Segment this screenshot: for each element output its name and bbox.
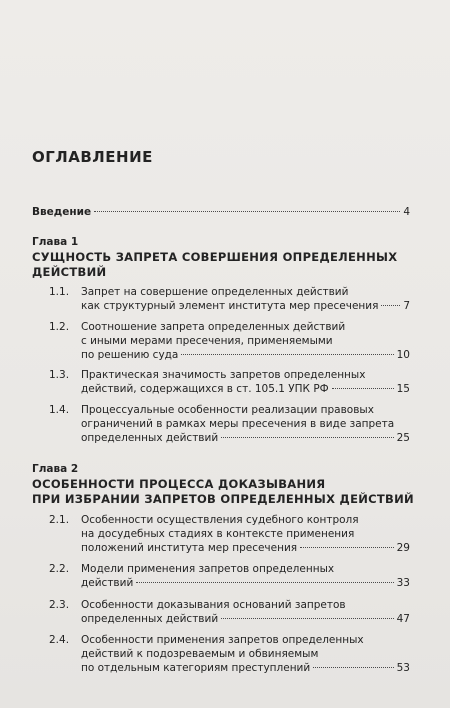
chapter-1-title-line: СУЩНОСТЬ ЗАПРЕТА СОВЕРШЕНИЯ ОПРЕДЕЛЕННЫХ — [32, 250, 398, 264]
section-number: 1.3. — [49, 369, 70, 381]
chapter-1-title-line: ДЕЙСТВИЙ — [32, 265, 107, 279]
section-1-3-line[interactable]: Практическая значимость запретов определенных — [81, 369, 366, 381]
chapter-2-title-line: ОСОБЕННОСТИ ПРОЦЕССА ДОКАЗЫВАНИЯ — [32, 477, 326, 491]
section-number: 2.1. — [49, 514, 70, 526]
section-1-1-line[interactable]: Запрет на совершение определенных действий — [81, 286, 349, 298]
leader-dots — [181, 354, 393, 355]
section-2-3-last-line[interactable]: определенных действий 47 — [81, 613, 410, 625]
section-2-2-last-line[interactable]: действий 33 — [81, 577, 410, 589]
section-2-3-line[interactable]: Особенности доказывания оснований запретов — [81, 599, 346, 611]
intro-title: Введение — [32, 206, 92, 218]
section-2-1-line[interactable]: Особенности осуществления судебного контроля — [81, 514, 359, 526]
leader-dots — [94, 211, 400, 212]
section-page: 7 — [403, 300, 410, 312]
leader-dots — [136, 582, 393, 583]
section-1-2-last-line[interactable]: по решению суда 10 — [81, 349, 410, 361]
leader-dots — [313, 667, 393, 668]
section-2-1-last-line[interactable]: положений института мер пресечения 29 — [81, 542, 410, 554]
section-2-4-last-line[interactable]: по отдельным категориям преступлений 53 — [81, 662, 410, 674]
section-page: 53 — [396, 662, 410, 674]
leader-dots — [221, 618, 393, 619]
section-page: 33 — [396, 577, 410, 589]
section-1-3-last-line[interactable]: действий, содержащихся в ст. 105.1 УПК РФ 15 — [81, 383, 410, 395]
section-number: 1.1. — [49, 286, 70, 298]
section-2-1-line[interactable]: на досудебных стадиях в контексте применения — [81, 528, 355, 540]
section-number: 2.4. — [49, 634, 70, 646]
section-1-4-line[interactable]: ограничений в рамках меры пресечения в виде запрета — [81, 418, 395, 430]
section-number: 2.3. — [49, 599, 70, 611]
section-2-4-line[interactable]: Особенности применения запретов определенных — [81, 634, 364, 646]
section-1-1-last-line[interactable]: как структурный элемент института мер пресечения 7 — [81, 300, 410, 312]
section-number: 1.4. — [49, 404, 70, 416]
section-1-4-last-line[interactable]: определенных действий 25 — [81, 432, 410, 444]
section-number: 2.2. — [49, 563, 70, 575]
chapter-2-title-line: ПРИ ИЗБРАНИИ ЗАПРЕТОВ ОПРЕДЕЛЕННЫХ ДЕЙСТВИЙ — [32, 492, 414, 506]
chapter-2-label: Глава 2 — [32, 463, 79, 475]
leader-dots — [300, 547, 394, 548]
leader-dots — [332, 388, 394, 389]
section-page: 10 — [396, 349, 410, 361]
section-page: 25 — [396, 432, 410, 444]
section-page: 15 — [396, 383, 410, 395]
section-page: 47 — [396, 613, 410, 625]
chapter-1-label: Глава 1 — [32, 236, 79, 248]
intro-page: 4 — [403, 206, 410, 218]
toc-heading: ОГЛАВЛЕНИЕ — [32, 148, 153, 166]
section-1-2-line[interactable]: Соотношение запрета определенных действий — [81, 321, 346, 333]
section-number: 1.2. — [49, 321, 70, 333]
section-page: 29 — [396, 542, 410, 554]
section-2-4-line[interactable]: действий к подозреваемым и обвиняемым — [81, 648, 319, 660]
leader-dots — [381, 305, 400, 306]
leader-dots — [221, 437, 393, 438]
section-2-2-line[interactable]: Модели применения запретов определенных — [81, 563, 335, 575]
section-1-2-line[interactable]: с иными мерами пресечения, применяемыми — [81, 335, 333, 347]
section-1-4-line[interactable]: Процессуальные особенности реализации правовых — [81, 404, 374, 416]
toc-entry-intro[interactable] — [32, 205, 410, 219]
